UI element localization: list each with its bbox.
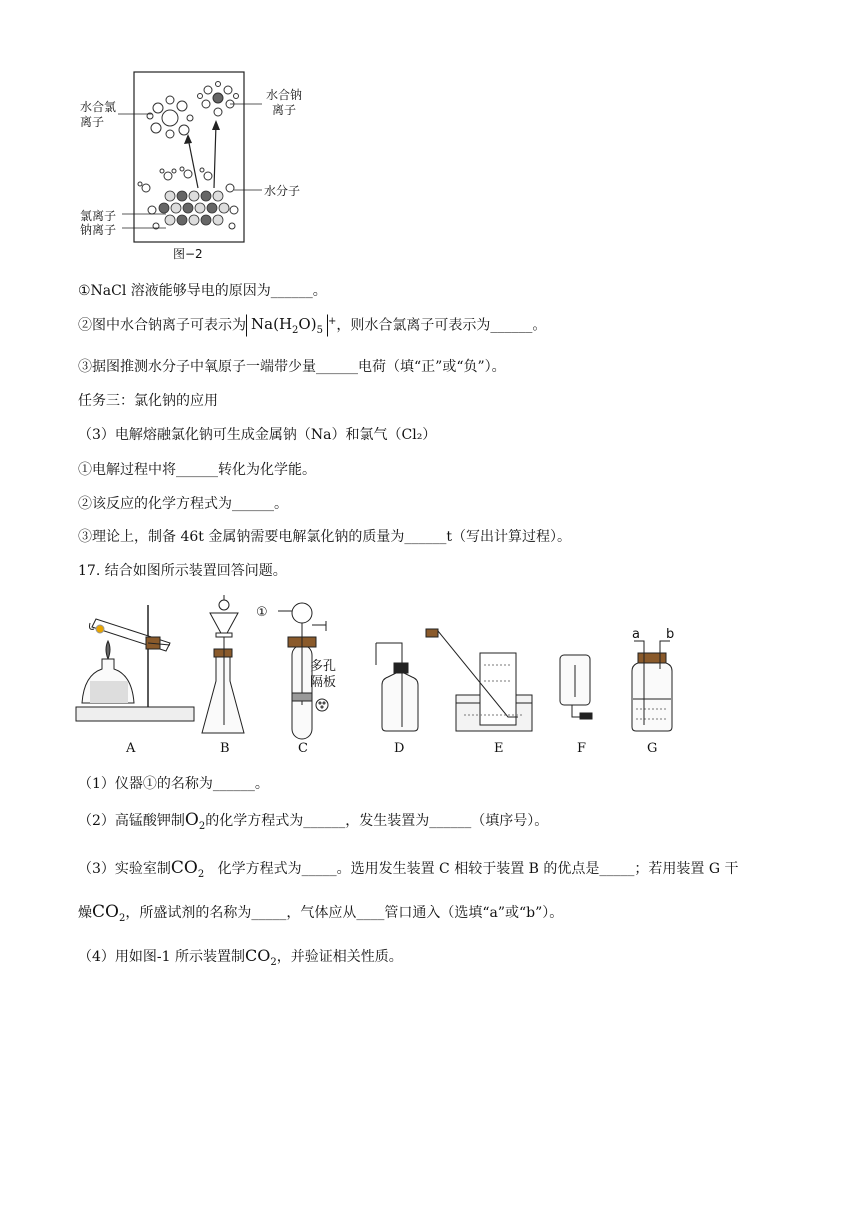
label-d: D: [394, 741, 405, 756]
q17-p4-prefix: （4）用如图-1 所示装置制: [78, 949, 245, 965]
apparatus-a: [76, 605, 194, 721]
q17-p4-sub: 2: [270, 956, 277, 968]
q16-item1: ①NaCl 溶液能够导电的原因为______。: [78, 283, 327, 299]
label-g: G: [647, 741, 658, 756]
label-hydrated-na: 水合钠 离子: [265, 88, 302, 117]
q17-p3b-prefix: 燥: [78, 905, 92, 921]
apparatus-e: [426, 629, 532, 731]
apparatus-b: [202, 595, 244, 733]
q17-p2-prefix: （2）高锰酸钾制: [78, 813, 185, 829]
q16-item2-prefix: ②图中水合钠离子可表示为: [78, 317, 246, 334]
label-cl-ion: 氯离子: [80, 209, 117, 223]
label-e: E: [494, 741, 504, 756]
q17-p3: [78, 858, 738, 880]
q17-p2-sub: 2: [198, 820, 206, 832]
q16-part3-1: ①电解过程中将______转化为化学能。: [78, 462, 316, 478]
q16-part3-3: ③理论上，制备 46t 金属钠需要电解氯化钠的质量为______t（写出计算过程）。: [78, 529, 571, 545]
formula-charge: +: [327, 315, 337, 327]
apparatus-g: [632, 641, 672, 731]
g-port-b: b: [666, 627, 675, 642]
formula-sub2: 2: [292, 325, 299, 336]
label-hydrated-cl: 水合氯 离子: [80, 100, 117, 129]
q17-p3-sub: 2: [197, 868, 205, 880]
q16-part3-2: ②该反应的化学方程式为______。: [78, 496, 288, 512]
q17-p4: [78, 946, 403, 968]
q16-item2: [78, 314, 546, 337]
q17-p3-mid: 化学方程式为_____。选用发生装置 C 相较于装置 B 的优点是_____；若用装置 G 干: [204, 861, 739, 877]
q16-item2-suffix: ，则水合氯离子可表示为______。: [336, 317, 547, 334]
formula-o: O: [298, 315, 311, 333]
q17-p1: （1）仪器①的名称为______。: [78, 776, 269, 792]
apparatus-drawing: [70, 585, 710, 760]
label-f: F: [577, 741, 587, 756]
c-note: [310, 659, 336, 691]
q17-p2-o: O: [184, 810, 199, 830]
q16-task3: 任务三：氯化钠的应用: [78, 393, 218, 409]
label-water-molecule: 水分子: [264, 184, 301, 198]
g-port-a: a: [632, 627, 640, 642]
q17-stem: 17. 结合如图所示装置回答问题。: [78, 563, 287, 579]
q17-p3b: [78, 902, 563, 924]
formula-h: H: [278, 315, 293, 333]
c-note-line1: 多孔: [310, 659, 337, 674]
q16-item3: ③据图推测水分子中氧原子一端带少量______电荷（填“正”或“负”）。: [78, 359, 506, 375]
q17-p3b-co: CO: [92, 902, 119, 922]
label-b: B: [220, 741, 230, 756]
q17-p2-suffix: 的化学方程式为______，发生装置为______（填序号）。: [205, 813, 549, 829]
c-note-line2: 隔板: [310, 675, 337, 690]
formula-na: Na: [251, 315, 274, 333]
hydrated-na-formula: $Na(H_2O)_5$: [246, 314, 328, 337]
q17-p3b-suffix: ，所盛试剂的名称为_____，气体应从____管口通入（选填“a”或“b”）。: [125, 905, 564, 921]
apparatus-f: [560, 655, 592, 719]
label-a: A: [126, 741, 136, 756]
q17-p2: [78, 810, 548, 832]
formula-sub5: 5: [316, 325, 323, 336]
q17-p4-suffix: ，并验证相关性质。: [276, 949, 403, 965]
apparatus-d: [376, 643, 418, 731]
q17-p3b-sub: 2: [118, 912, 126, 924]
q17-p3-co: CO: [170, 858, 198, 878]
figure-2: [70, 70, 330, 265]
label-c: C: [298, 741, 308, 756]
q17-p4-co: CO: [245, 946, 271, 965]
q17-p3-prefix: （3）实验室制: [78, 861, 171, 877]
q16-part3: （3）电解熔融氯化钠可生成金属钠（Na）和氯气（Cl₂）: [78, 427, 437, 443]
label-na-ion: 钠离子: [80, 223, 117, 237]
c-marker: ①: [256, 605, 268, 620]
apparatus-figure: [70, 585, 710, 760]
figure-2-caption: 图−2: [173, 247, 203, 261]
